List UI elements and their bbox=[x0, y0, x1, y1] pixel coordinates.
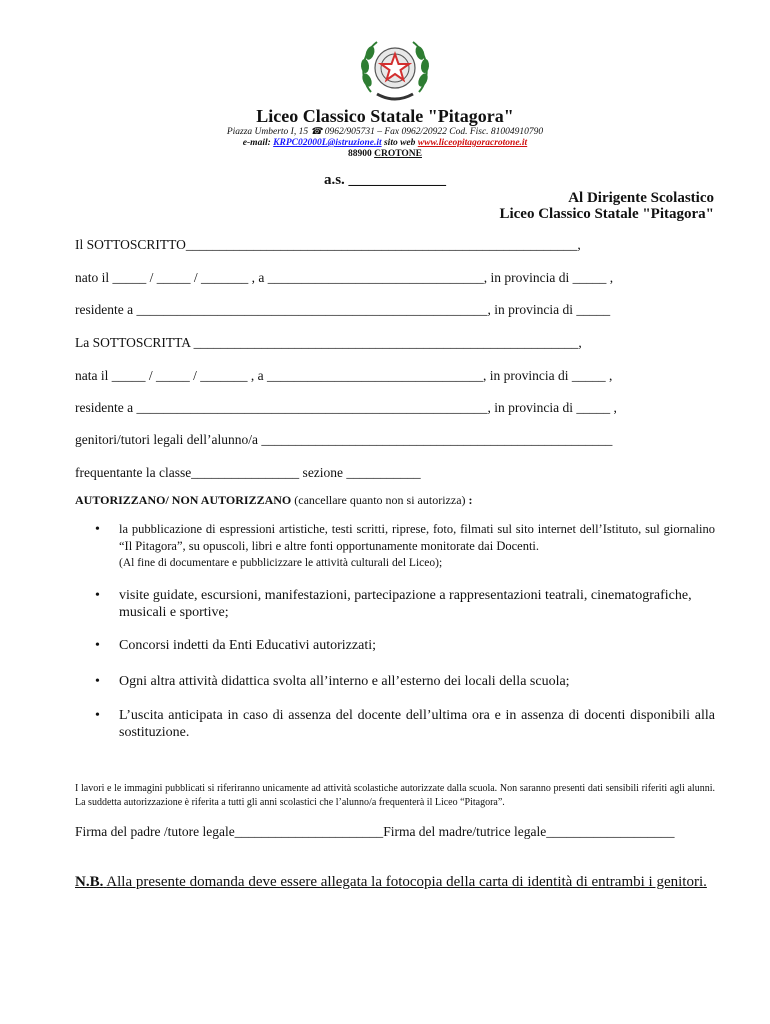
list-item-trips: visite guidate, escursioni, manifestazioni, partecipazione a rappresentazioni teatrali, cinematografiche, musicali e sportive; bbox=[119, 588, 692, 620]
field-mother-birth: nata il _____ / _____ / _______ , a ________________________________, in provincia di _____ , bbox=[75, 368, 613, 383]
field-mother-name: La SOTTOSCRITTA _________________________________________________________, bbox=[75, 335, 582, 350]
authorization-heading bbox=[75, 493, 473, 508]
authorization-title: AUTORIZZANO/ NON AUTORIZZANO bbox=[75, 493, 292, 507]
phone-fax: 0962/905731 – Fax 0962/20922 Cod. Fisc. 81004910790 bbox=[324, 127, 544, 137]
address: Piazza Umberto I, 15 bbox=[226, 127, 309, 137]
bullet-5: • bbox=[95, 708, 100, 723]
bullet-4: • bbox=[95, 674, 100, 689]
field-class-section: frequentante la classe________________ sezione ___________ bbox=[75, 465, 421, 480]
nb-label: N.B. bbox=[75, 874, 104, 890]
recipient-line-1: Al Dirigente Scolastico bbox=[568, 190, 714, 206]
field-father-birth: nato il _____ / _____ / _______ , a ________________________________, in provincia di _____ , bbox=[75, 270, 614, 285]
field-father-residence: residente a ____________________________________________________, in provincia di _____ bbox=[75, 302, 611, 317]
list-item-early-exit: L’uscita anticipata in caso di assenza del docente dell’ultima ora e in assenza di docenti disponibili alla sostituzione. bbox=[119, 708, 715, 740]
telephone-icon: ☎ bbox=[310, 127, 323, 137]
website-link[interactable]: www.liceopitagoracrotone.it bbox=[417, 138, 528, 148]
bullet-2: • bbox=[95, 588, 100, 603]
site-label: sito web bbox=[383, 138, 416, 148]
item-note: (Al fine di documentare e pubblicizzare le attività culturali del Liceo); bbox=[119, 557, 443, 569]
list-item-contests: Concorsi indetti da Enti Educativi autorizzati; bbox=[119, 638, 376, 653]
email-link[interactable]: KRPC02000L@istruzione.it bbox=[273, 138, 382, 148]
school-year: a.s. _____________ bbox=[323, 172, 447, 188]
item-text: la pubblicazione di espressioni artistiche, testi scritti, riprese, foto, filmati sul sito internet dell’Istituto, sul giornalino “Il Pitagora”, su opuscoli, libri e altre fonti opportunamente monitorate dai Docenti. bbox=[119, 522, 715, 553]
email-line bbox=[0, 138, 770, 148]
zip-code: 88900 bbox=[348, 149, 372, 159]
city: CROTONE bbox=[374, 149, 422, 159]
email-label: e-mail: bbox=[242, 138, 271, 148]
field-mother-residence: residente a ____________________________________________________, in provincia di _____ , bbox=[75, 400, 617, 415]
signature-line bbox=[75, 824, 675, 840]
list-item-publication bbox=[119, 521, 715, 572]
father-signature-field: Firma del padre /tutore legale______________________ bbox=[75, 824, 384, 839]
nb-text: Alla presente domanda deve essere allegata la fotocopia della carta di identità di entrambi i genitori. bbox=[106, 874, 707, 890]
field-father-name: Il SOTTOSCRITTO__________________________________________________________, bbox=[75, 237, 581, 252]
authorization-colon: : bbox=[468, 493, 473, 507]
authorization-hint: (cancellare quanto non si autorizza) bbox=[294, 493, 466, 507]
list-item-activities: Ogni altra attività didattica svolta all’interno e all’esterno dei locali della scuola; bbox=[119, 674, 570, 689]
city-line bbox=[0, 149, 770, 159]
bullet-3: • bbox=[95, 638, 100, 653]
school-name: Liceo Classico Statale "Pitagora" bbox=[256, 106, 514, 126]
mother-signature-field: Firma del madre/tutrice legale___________________ bbox=[383, 824, 675, 839]
italian-republic-emblem-icon bbox=[355, 34, 435, 106]
recipient-line-2: Liceo Classico Statale "Pitagora" bbox=[499, 206, 714, 222]
address-line bbox=[0, 126, 770, 137]
disclaimer-text: I lavori e le immagini pubblicati si riferiranno unicamente ad attività scolastiche autorizzate dalla scuola. Non saranno presenti dati sensibili riferiti agli alunni. La suddetta autorizzazione è riferita a tutti gli anni scolastici che l’alunno/a frequenterà il Liceo “Pitagora”. bbox=[75, 783, 715, 808]
bullet-1: • bbox=[95, 522, 100, 537]
nb-note bbox=[75, 873, 715, 891]
field-student-name: genitori/tutori legali dell’alunno/a ____________________________________________________ bbox=[75, 432, 613, 447]
